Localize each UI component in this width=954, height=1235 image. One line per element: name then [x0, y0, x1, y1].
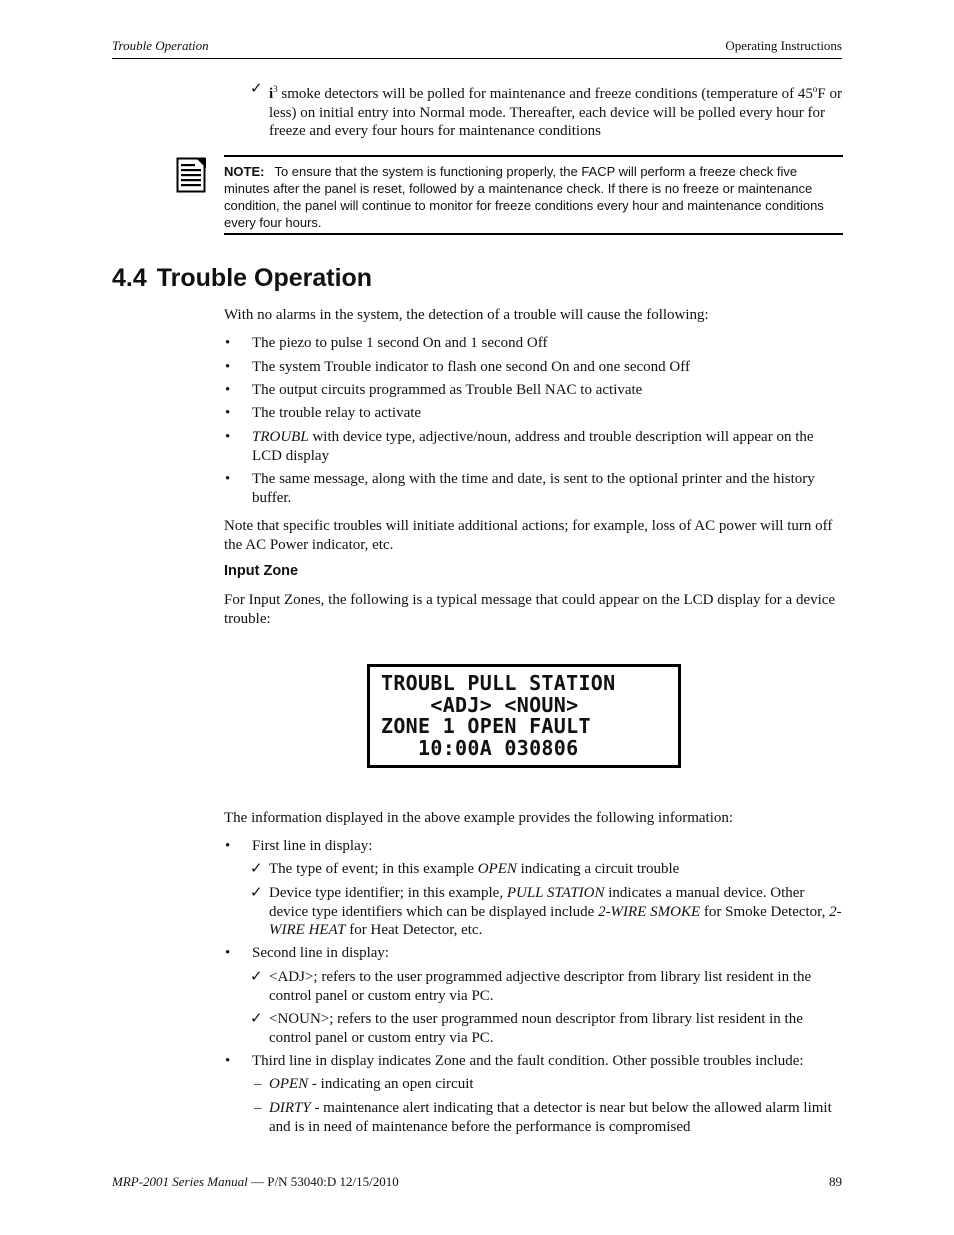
- check-mark-icon: ✓: [250, 861, 263, 877]
- header-section-title: Trouble Operation: [112, 38, 209, 53]
- lcd-line-3: ZONE 1 OPEN FAULT: [381, 714, 591, 738]
- list-item: • TROUBL with device type, adjective/noun, address and trouble description will appear on the LCD display: [225, 429, 814, 464]
- check-mark-icon: ✓: [250, 1011, 263, 1027]
- additional-actions-para: Note that specific troubles will initiate additional actions; for example, loss of AC power will turn off the AC Power indicator, etc.: [224, 518, 833, 553]
- check-item: ✓ The type of event; in this example OPEN indicating a circuit trouble: [250, 861, 680, 877]
- lcd-line-2: <ADJ> <NOUN>: [381, 692, 579, 717]
- page-number: 89: [829, 1174, 842, 1189]
- list-item: • Third line in display indicates Zone and the fault condition. Other possible troubles include:: [225, 1053, 804, 1069]
- dash-item: – DIRTY - maintenance alert indicating that a detector is near but below the allowed alarm limit and is in need of maintenance before the performance is compromised: [254, 1100, 832, 1135]
- section-intro: With no alarms in the system, the detection of a trouble will cause the following:: [224, 307, 709, 323]
- list-item: • The system Trouble indicator to flash one second On and one second Off: [225, 359, 690, 375]
- check-mark-icon: ✓: [250, 969, 263, 985]
- page-footer: [112, 1174, 842, 1194]
- input-zone-heading: Input Zone: [224, 563, 299, 579]
- check-item: ✓ <ADJ>; refers to the user programmed adjective descriptor from library list resident in the control panel or custom entry via PC.: [250, 969, 812, 1004]
- explain-intro: The information displayed in the above example provides the following information:: [224, 810, 734, 826]
- i3-polling-text: $i^3$ smoke detectors will be polled for maintenance and freeze conditions (temperature of 45$^o$F or less) on initial entry into Normal mode. Thereafter, each device will be polled every hour for freeze and every four hours for maintenance conditions: [269, 84, 842, 139]
- page-header: [112, 38, 842, 59]
- list-item: • The trouble relay to activate: [225, 405, 422, 421]
- input-zone-para: For Input Zones, the following is a typical message that could appear on the LCD display for a device trouble:: [224, 592, 836, 627]
- check-mark-icon: ✓: [250, 885, 263, 901]
- section-heading: [112, 264, 372, 293]
- list-item: • The piezo to pulse 1 second On and 1 second Off: [225, 335, 548, 351]
- note-text: To ensure that the system is functioning properly, the FACP will perform a freeze check five minutes after the panel is reset, followed by a maintenance check. If there is no freeze or maintenance condition, the panel will continue to monitor for freeze conditions every hour and maintenance conditions every four hours.: [224, 164, 824, 230]
- header-chapter-title: Operating Instructions: [725, 38, 842, 53]
- note-document-icon: [176, 157, 208, 193]
- check-item: ✓ <NOUN>; refers to the user programmed noun descriptor from library list resident in the control panel or custom entry via PC.: [250, 1011, 803, 1046]
- dash-item: – OPEN - indicating an open circuit: [254, 1076, 474, 1092]
- check-item: ✓ Device type identifier; in this example, PULL STATION indicates a manual device. Other device type identifiers which can be displayed include 2-WIRE SMOKE for Smoke Detector, 2-WIRE HEAT for Heat Detector, etc.: [250, 885, 842, 938]
- check-mark-icon: ✓: [250, 81, 263, 97]
- lcd-line-4: 10:00A 030806: [381, 735, 579, 760]
- lcd-line-1: TROUBL PULL STATION: [381, 671, 616, 695]
- i3-polling-item: [250, 80, 842, 141]
- lcd-display: [367, 664, 681, 768]
- list-item: • Second line in display:: [225, 945, 390, 961]
- note-box: [224, 155, 843, 235]
- list-item: • First line in display:: [225, 838, 373, 854]
- section-number: 4.4: [112, 264, 147, 292]
- section-title: Trouble Operation: [156, 264, 373, 292]
- list-item: • The same message, along with the time and date, is sent to the optional printer and the history buffer.: [225, 471, 815, 506]
- footer-manual-info: MRP-2001 Series Manual — P/N 53040:D 12/15/2010: [112, 1174, 399, 1189]
- note-label: NOTE:: [224, 164, 265, 179]
- list-item: • The output circuits programmed as Trouble Bell NAC to activate: [225, 382, 643, 398]
- i3-symbol: i: [269, 86, 274, 102]
